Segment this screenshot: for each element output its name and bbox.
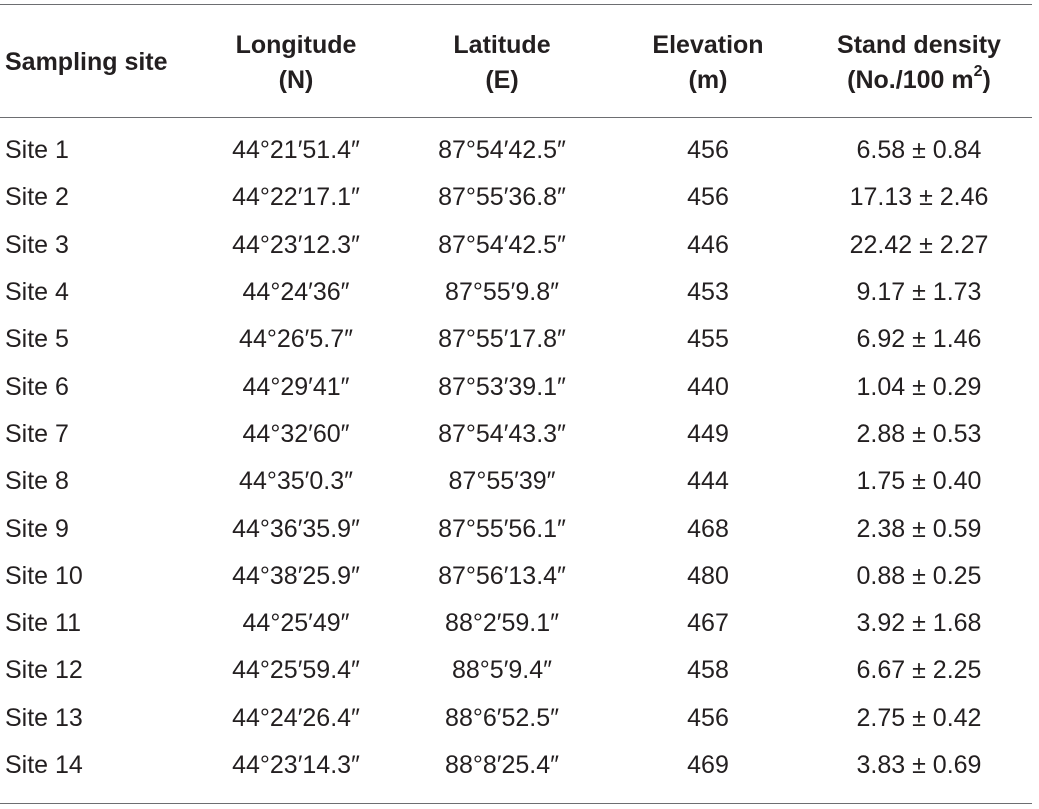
header-stand-density <box>806 0 1032 121</box>
cell-stand-density: 3.83 ± 0.69 <box>856 751 982 779</box>
header-longitude-label: Longitude <box>235 30 357 59</box>
table-row <box>0 316 1032 363</box>
cell-latitude: 87°55′36.8″ <box>438 183 566 212</box>
cell-site: Site 3 <box>5 230 69 259</box>
cell-stand-density: 6.67 ± 2.25 <box>856 656 982 685</box>
header-stand-density-label: Stand density <box>837 30 1001 59</box>
cell-latitude: 87°56′13.4″ <box>438 561 566 590</box>
cell-longitude: 44°32′60″ <box>242 419 350 448</box>
cell-longitude: 44°23′12.3″ <box>232 230 360 259</box>
cell-latitude: 87°54′43.3″ <box>438 419 566 448</box>
cell-elevation: 458 <box>687 656 729 685</box>
header-stand-density-unit-close: ) <box>982 65 991 94</box>
table-row <box>0 553 1032 600</box>
cell-longitude: 44°36′35.9″ <box>232 514 360 543</box>
table-row <box>0 363 1032 410</box>
cell-stand-density: 6.58 ± 0.84 <box>856 136 982 165</box>
cell-longitude: 44°21′51.4″ <box>232 136 360 165</box>
cell-stand-density: 3.92 ± 1.68 <box>856 609 982 638</box>
cell-elevation: 468 <box>687 514 729 543</box>
header-elevation-unit: (m) <box>688 65 728 94</box>
cell-latitude: 87°55′56.1″ <box>438 514 566 543</box>
table-row <box>0 600 1032 647</box>
cell-latitude: 87°54′42.5″ <box>438 230 566 259</box>
table-body <box>0 121 1032 789</box>
cell-site: Site 8 <box>5 467 69 496</box>
cell-site: Site 7 <box>5 419 69 448</box>
cell-site: Site 2 <box>5 183 69 212</box>
table-row <box>0 121 1032 174</box>
header-stand-density-unit <box>806 63 1032 98</box>
cell-stand-density: 1.75 ± 0.40 <box>856 467 982 496</box>
header-sampling-site-label: Sampling site <box>5 48 168 76</box>
cell-site: Site 1 <box>5 136 69 165</box>
cell-latitude: 88°5′9.4″ <box>452 656 552 685</box>
cell-longitude: 44°23′14.3″ <box>232 751 360 779</box>
header-elevation <box>610 0 806 121</box>
cell-site: Site 10 <box>5 561 83 590</box>
table-bottom-rule <box>0 803 1032 804</box>
table-row <box>0 695 1032 742</box>
cell-elevation: 446 <box>687 230 729 259</box>
cell-latitude: 87°53′39.1″ <box>438 372 566 401</box>
header-row <box>0 0 1032 121</box>
cell-stand-density: 2.38 ± 0.59 <box>856 514 982 543</box>
cell-longitude: 44°24′26.4″ <box>232 703 360 732</box>
cell-elevation: 467 <box>687 609 729 638</box>
cell-elevation: 449 <box>687 419 729 448</box>
cell-elevation: 455 <box>687 325 729 354</box>
cell-stand-density: 9.17 ± 1.73 <box>856 278 982 307</box>
cell-elevation: 456 <box>687 703 729 732</box>
cell-site: Site 11 <box>5 609 81 638</box>
header-latitude-unit: (E) <box>485 65 519 94</box>
cell-elevation: 469 <box>687 751 729 779</box>
cell-elevation: 440 <box>687 372 729 401</box>
cell-latitude: 87°54′42.5″ <box>438 136 566 165</box>
cell-site: Site 9 <box>5 514 69 543</box>
table-header <box>0 0 1032 121</box>
cell-latitude: 88°2′59.1″ <box>445 609 559 638</box>
cell-longitude: 44°35′0.3″ <box>239 467 353 496</box>
cell-latitude: 87°55′39″ <box>448 467 556 496</box>
cell-site: Site 12 <box>5 656 83 685</box>
cell-latitude: 87°55′17.8″ <box>438 325 566 354</box>
table-row <box>0 222 1032 269</box>
cell-stand-density: 0.88 ± 0.25 <box>856 561 982 590</box>
cell-longitude: 44°26′5.7″ <box>239 325 353 354</box>
cell-longitude: 44°29′41″ <box>242 372 350 401</box>
cell-latitude: 88°6′52.5″ <box>445 703 559 732</box>
cell-stand-density: 2.88 ± 0.53 <box>856 419 982 448</box>
header-latitude-label: Latitude <box>453 30 551 59</box>
header-latitude <box>394 0 610 121</box>
cell-elevation: 453 <box>687 278 729 307</box>
cell-elevation: 456 <box>687 136 729 165</box>
header-longitude-unit: (N) <box>278 65 314 94</box>
header-elevation-label: Elevation <box>652 30 764 59</box>
table-row <box>0 269 1032 316</box>
table-row <box>0 742 1032 789</box>
cell-site: Site 4 <box>5 278 69 307</box>
cell-stand-density: 22.42 ± 2.27 <box>849 230 989 259</box>
cell-site: Site 6 <box>5 372 69 401</box>
table-row <box>0 505 1032 552</box>
table-row <box>0 411 1032 458</box>
cell-site: Site 14 <box>5 751 83 779</box>
cell-stand-density: 1.04 ± 0.29 <box>856 372 982 401</box>
cell-longitude: 44°25′49″ <box>242 609 350 638</box>
cell-stand-density: 6.92 ± 1.46 <box>856 325 982 354</box>
header-sampling-site <box>0 0 198 121</box>
cell-latitude: 88°8′25.4″ <box>445 751 559 779</box>
cell-elevation: 456 <box>687 183 729 212</box>
table-row <box>0 174 1032 221</box>
cell-longitude: 44°25′59.4″ <box>232 656 360 685</box>
cell-latitude: 87°55′9.8″ <box>445 278 559 307</box>
table-row <box>0 647 1032 694</box>
cell-elevation: 444 <box>687 467 729 496</box>
cell-site: Site 5 <box>5 325 69 354</box>
cell-site: Site 13 <box>5 703 83 732</box>
cell-longitude: 44°38′25.9″ <box>232 561 360 590</box>
cell-longitude: 44°24′36″ <box>242 278 350 307</box>
cell-elevation: 480 <box>687 561 729 590</box>
header-longitude <box>198 0 394 121</box>
header-stand-density-unit-text: (No./100 m <box>847 65 974 94</box>
cell-stand-density: 2.75 ± 0.42 <box>856 703 982 732</box>
cell-longitude: 44°22′17.1″ <box>232 183 360 212</box>
header-stand-density-unit-superscript: 2 <box>973 63 983 81</box>
table-row <box>0 458 1032 505</box>
cell-stand-density: 17.13 ± 2.46 <box>849 183 989 212</box>
